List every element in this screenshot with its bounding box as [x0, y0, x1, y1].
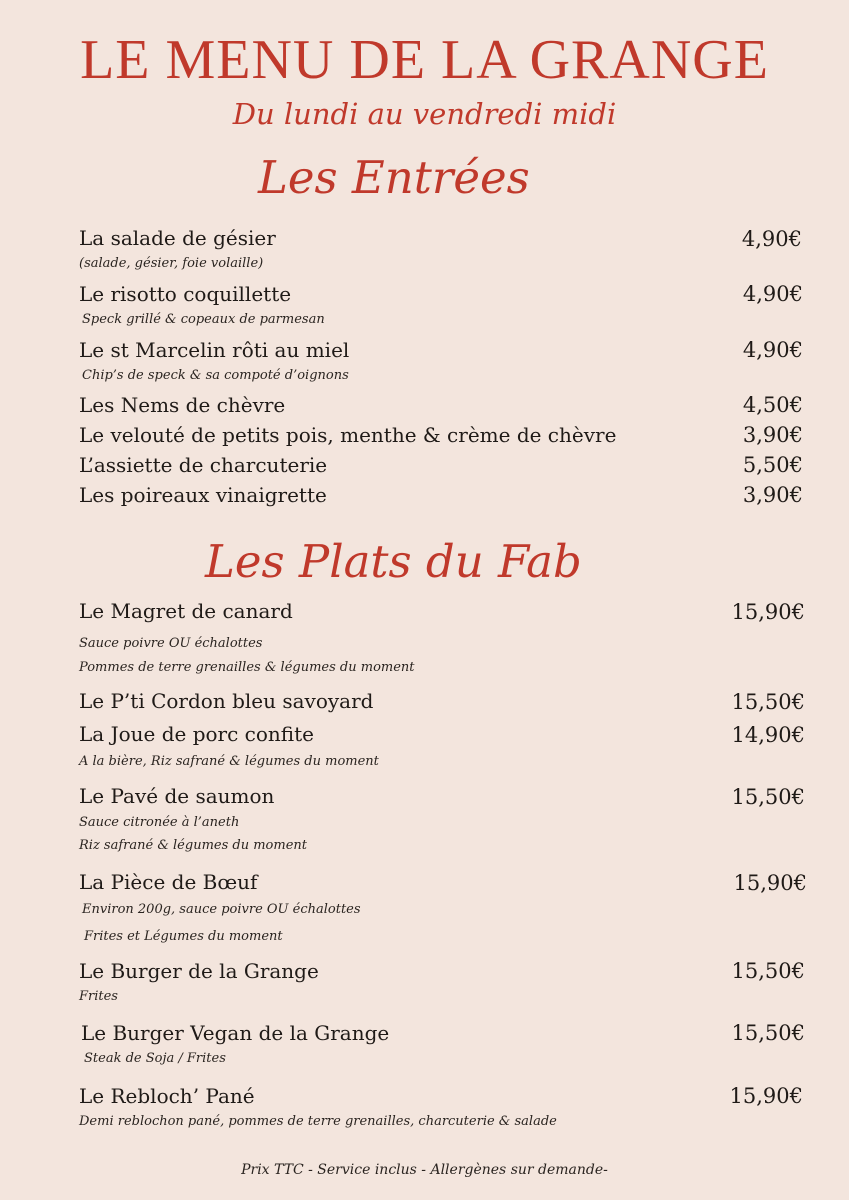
menu-item-price: 15,50€: [731, 959, 805, 983]
menu-item-price: 15,50€: [731, 785, 805, 809]
menu-item-price: 15,50€: [731, 1021, 805, 1045]
menu-item-name: Les poireaux vinaigrette: [79, 483, 327, 507]
menu-item-price: 4,90€: [742, 338, 803, 362]
menu-item-price: 3,90€: [742, 423, 803, 447]
menu-item-description: Steak de Soja / Frites: [84, 1051, 226, 1066]
menu-item-name: Le Rebloch’ Pané: [79, 1084, 255, 1108]
menu-item-description: Chip’s de speck & sa compoté d’oignons: [82, 368, 349, 383]
menu-item-name: Les Nems de chèvre: [79, 393, 286, 417]
menu-item-name: Le st Marcelin rôti au miel: [79, 338, 350, 362]
menu-item-price: 4,50€: [742, 393, 803, 417]
menu-item-description: (salade, gésier, foie volaille): [79, 256, 264, 271]
menu-item-price: 5,50€: [742, 453, 803, 477]
menu-item-name: La salade de gésier: [79, 226, 276, 250]
section-heading-plats: Les Plats du Fab: [205, 535, 582, 588]
menu-item-price: 14,90€: [731, 723, 805, 747]
menu-item-name: Le velouté de petits pois, menthe & crème de chèvre: [79, 423, 617, 447]
menu-item-price: 3,90€: [742, 483, 803, 507]
menu-item-name: Le P’ti Cordon bleu savoyard: [79, 689, 374, 713]
menu-item-name: Le Pavé de saumon: [79, 784, 275, 808]
menu-item-description: Frites et Légumes du moment: [84, 929, 283, 944]
menu-item-name: La Joue de porc confite: [79, 722, 314, 746]
menu-item-description: Pommes de terre grenailles & légumes du moment: [79, 660, 415, 675]
menu-item-name: La Pièce de Bœuf: [79, 870, 258, 894]
menu-subtitle: Du lundi au vendredi midi: [232, 97, 617, 131]
menu-item-price: 4,90€: [741, 227, 802, 251]
menu-item-description: Sauce poivre OU échalottes: [79, 636, 263, 651]
menu-item-price: 15,90€: [729, 1084, 803, 1108]
menu-item-description: Riz safrané & légumes du moment: [79, 838, 307, 853]
menu-item-name: Le Magret de canard: [79, 599, 293, 623]
menu-item-description: Environ 200g, sauce poivre OU échalottes: [82, 902, 361, 917]
menu-item-price: 15,90€: [733, 871, 807, 895]
menu-item-name: L’assiette de charcuterie: [79, 453, 328, 477]
menu-item-description: Sauce citronée à l’aneth: [79, 815, 240, 830]
menu-title: LE MENU DE LA GRANGE: [80, 29, 769, 91]
section-heading-entrees: Les Entrées: [258, 151, 530, 204]
footer-note: Prix TTC - Service inclus - Allergènes sur demande-: [241, 1162, 608, 1178]
menu-item-price: 15,90€: [731, 600, 805, 624]
menu-item-description: Speck grillé & copeaux de parmesan: [82, 312, 325, 327]
menu-item-description: Frites: [79, 989, 118, 1004]
menu-item-price: 15,50€: [731, 690, 805, 714]
menu-item-description: Demi reblochon pané, pommes de terre grenailles, charcuterie & salade: [79, 1114, 557, 1129]
menu-item-price: 4,90€: [742, 282, 803, 306]
menu-item-name: Le Burger de la Grange: [79, 959, 319, 983]
menu-item-name: Le risotto coquillette: [79, 282, 292, 306]
menu-item-name: Le Burger Vegan de la Grange: [81, 1021, 390, 1045]
menu-item-description: A la bière, Riz safrané & légumes du moment: [79, 754, 379, 769]
